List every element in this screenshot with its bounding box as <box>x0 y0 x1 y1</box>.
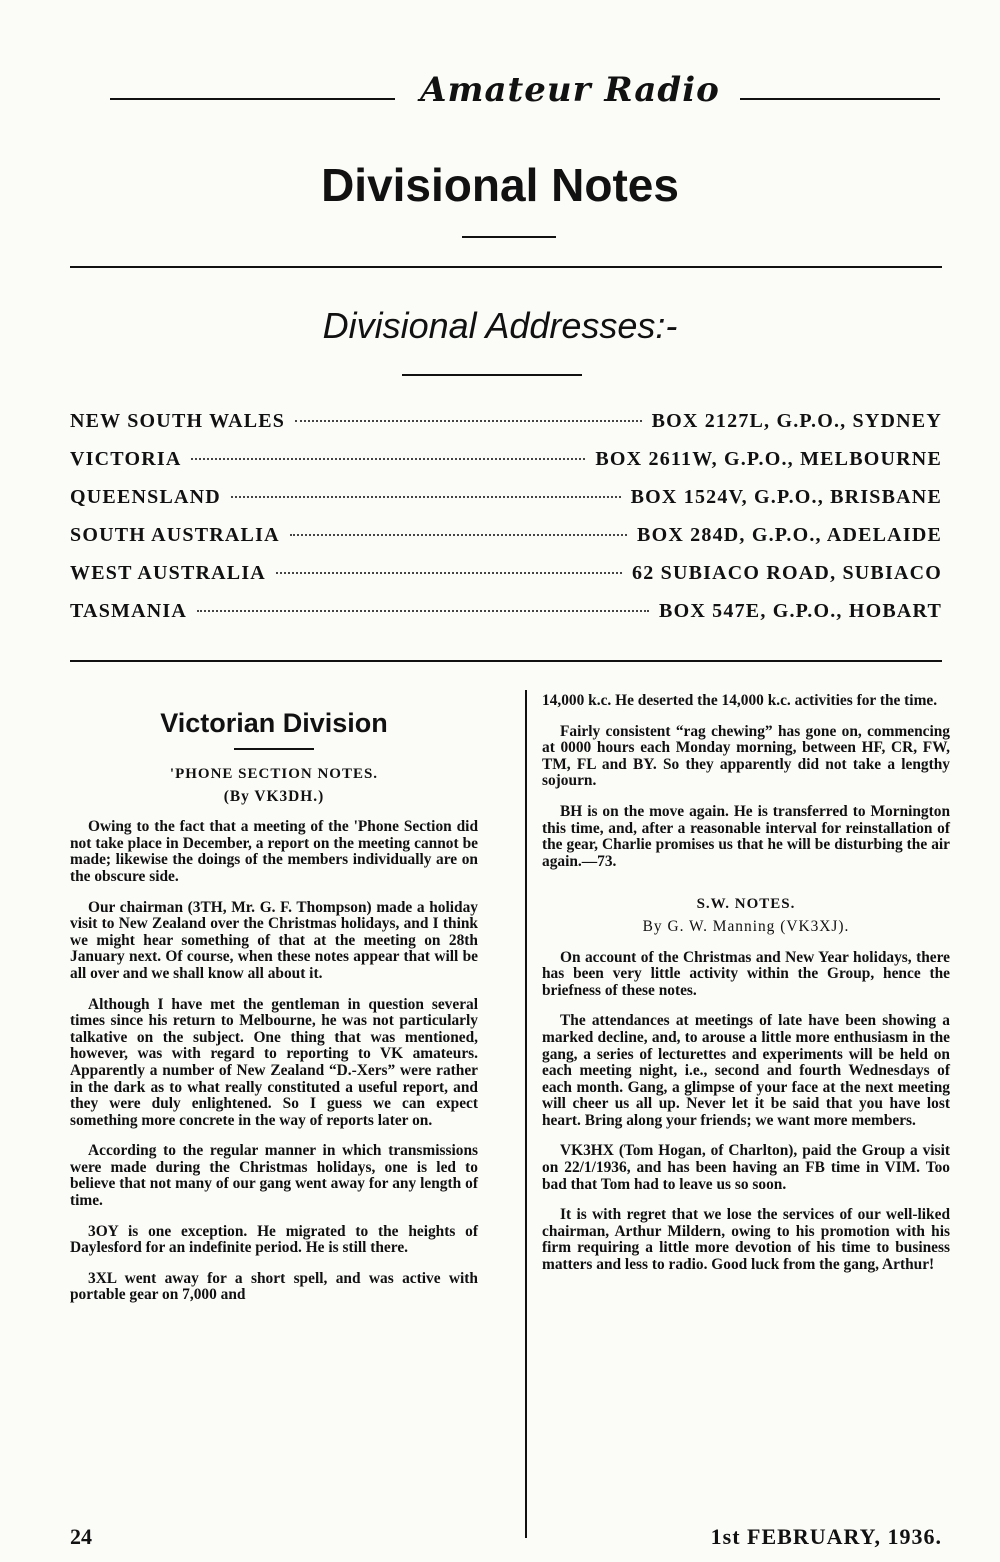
address-state: VICTORIA <box>70 448 182 470</box>
address-value: 62 SUBIACO ROAD, SUBIACO <box>632 562 942 584</box>
address-state: TASMANIA <box>70 600 188 622</box>
address-value: BOX 284D, G.P.O., ADELAIDE <box>637 524 942 546</box>
paragraph: On account of the Christmas and New Year holidays, there has been very little activity within the Group, hence the briefness of these notes. <box>542 948 950 999</box>
address-row <box>70 562 942 592</box>
address-state: NEW SOUTH WALES <box>70 410 286 432</box>
issue-date: 1st FEBRUARY, 1936. <box>710 1524 942 1549</box>
phone-section-heading: 'PHONE SECTION NOTES. <box>169 766 379 782</box>
page-number: 24 <box>70 1524 92 1549</box>
leader-dots <box>295 420 641 422</box>
paragraph: 3XL went away for a short spell, and was active with portable gear on 7,000 and <box>70 1269 478 1304</box>
paragraph: Fairly consistent “rag chewing” has gone on, commencing at 0000 hours each Monday morning, between HF, CR, FW, TM, FL and BY. So they apparently did not take a lengthy sojourn. <box>542 722 950 790</box>
sw-section-heading: S.W. NOTES. <box>696 896 796 913</box>
paragraph: 3OY is one exception. He migrated to the heights of Daylesford for an indefinite period. He is still there. <box>70 1222 478 1257</box>
paragraph: BH is on the move again. He is transferred to Mornington this time, and, after a reasonable interval for reinstallation of the gear, Charlie promises us that he will be disturbing the air again.—73. <box>542 802 950 870</box>
address-value: BOX 2127L, G.P.O., SYDNEY <box>651 410 942 432</box>
paragraph: According to the regular manner in which transmissions were made during the Christmas holidays, one is led to believe that not many of our gang went away for any length of time. <box>70 1142 478 1210</box>
address-value: BOX 1524V, G.P.O., BRISBANE <box>630 486 942 508</box>
masthead-rule-left <box>110 98 395 100</box>
masthead-rule-right <box>740 98 940 100</box>
addresses-underline <box>402 374 582 376</box>
address-value: BOX 547E, G.P.O., HOBART <box>659 600 942 622</box>
leader-dots <box>276 572 622 574</box>
leader-dots <box>197 610 649 612</box>
page-title: Divisional Notes <box>321 159 679 211</box>
addresses-bottom-divider <box>70 660 942 662</box>
leader-dots <box>231 496 621 498</box>
paragraph: The attendances at meetings of late have been showing a marked decline, and, to arouse a little more enthusiasm in the gang, a series of lecturettes and experiments will be held on each meeting night, i.e., second and fourth Wednesdays of each month. Gang, a glimpse of your face at the next meeting will cheer us all up. Never let it be said that you have lost heart. Bring along your friends; we want more members. <box>542 1012 950 1129</box>
left-column <box>70 690 478 1318</box>
top-divider <box>70 266 942 268</box>
address-row <box>70 486 942 516</box>
paragraph: It is with regret that we lose the services of our well-liked chairman, Arthur Mildern, owing to his promotion with his firm requiring a little more devotion of his time to business matters and less to radio. Good luck from the gang, Arthur! <box>542 1206 950 1274</box>
addresses-heading: Divisional Addresses:- <box>322 305 678 346</box>
leader-dots <box>191 458 585 460</box>
address-row <box>70 410 942 440</box>
phone-section-byline: (By VK3DH.) <box>223 787 325 805</box>
address-value: BOX 2611W, G.P.O., MELBOURNE <box>595 448 942 470</box>
paragraph: Our chairman (3TH, Mr. G. F. Thompson) made a holiday visit to New Zealand over the Christmas holidays, and I think we might hear something of that at the meeting on 28th January next. Of course, when these notes appear that will be all over and we shall know all about it. <box>70 898 478 982</box>
division-heading: Victorian Division <box>160 708 388 738</box>
address-state: WEST AUSTRALIA <box>70 562 266 584</box>
paragraph: 14,000 k.c. He deserted the 14,000 k.c. activities for the time. <box>542 692 938 709</box>
paragraph: Although I have met the gentleman in question several times since his return to Melbourne, he was not particularly talkative on the subject. One thing that was mentioned, however, was with regard to reporting to VK amateurs. Apparently a number of New Zealand “D.-Xers” were rather in the dark as to what really constituted a useful report, and they were duly enlightened. So I guess we can expect something more concrete in the way of reports later on. <box>70 995 478 1129</box>
title-underline <box>462 236 556 238</box>
address-state: SOUTH AUSTRALIA <box>70 524 280 546</box>
address-row <box>70 600 942 630</box>
paragraph: VK3HX (Tom Hogan, of Charlton), paid the Group a visit on 22/1/1936, and has been having an FB time in VIM. Too bad that Tom had to leave us so soon. <box>542 1142 950 1193</box>
paragraph: Owing to the fact that a meeting of the 'Phone Section did not take place in December, a report on the meeting cannot be made; likewise the doings of the members individually are on the obscure side. <box>70 818 478 885</box>
leader-dots <box>290 534 627 536</box>
masthead-script-title: Amateur Radio <box>420 70 720 110</box>
column-divider <box>525 690 527 1538</box>
address-row <box>70 448 942 478</box>
division-underline <box>234 748 314 750</box>
address-row <box>70 524 942 554</box>
sw-section-byline: By G. W. Manning (VK3XJ). <box>642 917 850 935</box>
address-state: QUEENSLAND <box>70 486 221 508</box>
right-column <box>542 693 950 1288</box>
masthead <box>110 70 940 120</box>
